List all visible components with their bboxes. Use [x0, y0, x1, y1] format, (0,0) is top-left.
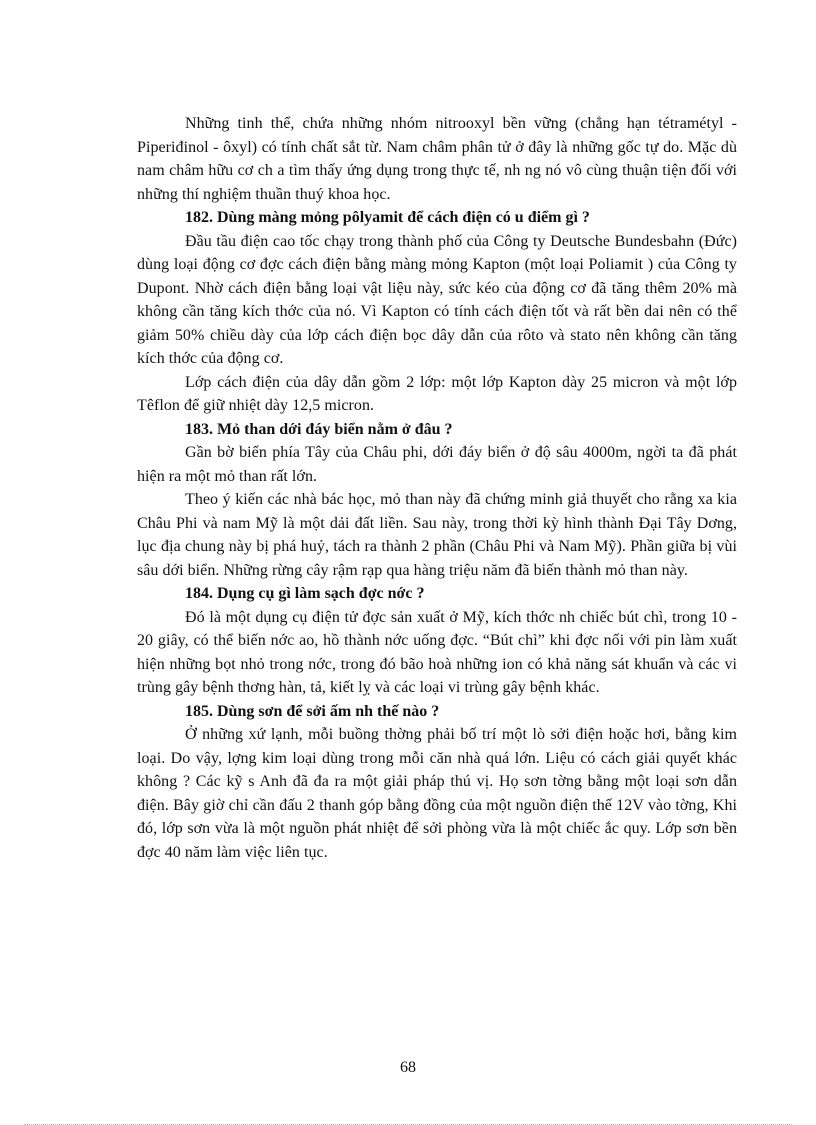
- heading-182: 182. Dùng màng mỏng pôlyamit để cách điện có u điểm gì ?: [185, 209, 590, 226]
- paragraph-water-pen: Đó là một dụng cụ điện tử đợc sản xuất ở Mỹ, kích thớc nh chiếc bút chì, trong 10 - 20 giây, có thể biến nớc ao, hồ thành nớc uống đợc. “Bút chì” khi đợc nối với pin làm xuất hiện những bọt nhỏ trong nớc, trong đó bão hoà những ion có khả năng sát khuẩn và các vi trùng gây bệnh thơng hàn, tả, kiết lỵ và các loại vi trùng gây bệnh khác.: [137, 608, 737, 696]
- paragraph-magnets: Những tinh thể, chứa những nhóm nitrooxyl bền vững (chẳng hạn tétramétyl - Piperiđinol - ôxyl) có tính chất sắt từ. Nam châm phân tử ở đây là những gốc tự do. Mặc dù nam châm hữu cơ ch a tìm thấy ứng dụng trong thực tế, nh ng nó vô cùng thuận tiện đối với những thí nghiệm thuần thuý khoa học.: [137, 115, 737, 203]
- heading-183: 183. Mỏ than dới đáy biển nằm ở đâu ?: [185, 420, 453, 438]
- document-body: [137, 112, 737, 864]
- heading-184: 184. Dụng cụ gì làm sạch đợc nớc ?: [185, 585, 425, 602]
- paragraph-coal-discovery: Gần bờ biển phía Tây của Châu phi, dới đáy biển ở độ sâu 4000m, ngời ta đã phát hiện ra một mỏ than rất lớn.: [137, 444, 737, 485]
- paragraph-coal-theory: Theo ý kiến các nhà bác học, mỏ than này đã chứng minh giả thuyết cho rằng xa kia Châu Phi và nam Mỹ là một dải đất liền. Sau này, trong thời kỳ hình thành Đại Tây Dơng, lục địa chung này bị phá huỷ, tách ra thành 2 phần (Châu Phi và Nam Mỹ). Phần giữa bị vùi sâu dới biển. Những rừng cây rậm rạp qua hàng triệu năm đã biến thành mỏ than này.: [137, 491, 737, 579]
- heading-185: 185. Dùng sơn để sởi ấm nh thế nào ?: [185, 702, 440, 720]
- paragraph-insulation-layers: Lớp cách điện của dây dẫn gồm 2 lớp: một lớp Kapton dày 25 micron và một lớp Têflon để giữ nhiệt dày 12,5 micron.: [137, 373, 737, 414]
- paragraph-kapton-motor: Đầu tầu điện cao tốc chạy trong thành phố của Công ty Deutsche Bundesbahn (Đức) dùng loại động cơ đợc cách điện bằng màng mỏng Kapton (một loại Poliamit ) của Công ty Dupont. Nhờ cách điện bằng loại vật liệu này, sức kéo của động cơ đã tăng thêm 20% mà không cần tăng kích thớc của nó. Vì Kapton có tính cách điện tốt và rất bền dai nên có thể giảm 50% chiều dày của lớp cách điện bọc dây dẫn của rôto và stato nên không cần tăng kích thớc của động cơ.: [137, 232, 737, 367]
- page-number: 68: [400, 1059, 416, 1076]
- paragraph-heating-paint: Ở những xứ lạnh, mỗi buồng thờng phải bố trí một lò sởi điện hoặc hơi, bằng kim loại. Do vậy, lợng kim loại dùng trong mỗi căn nhà quá lớn. Liệu có cách giải quyết khác không ? Các kỹ s Anh đã đa ra một giải pháp thú vị. Họ sơn tờng bằng một loại sơn dẫn điện. Bây giờ chỉ cần đấu 2 thanh góp bằng đồng của một nguồn điện thế 12V vào tờng, Khi đó, lớp sơn vừa là một nguồn phát nhiệt để sởi phòng vừa là một chiếc ắc quy. Lớp sơn bền đợc 40 năm làm việc liên tục.: [137, 726, 737, 861]
